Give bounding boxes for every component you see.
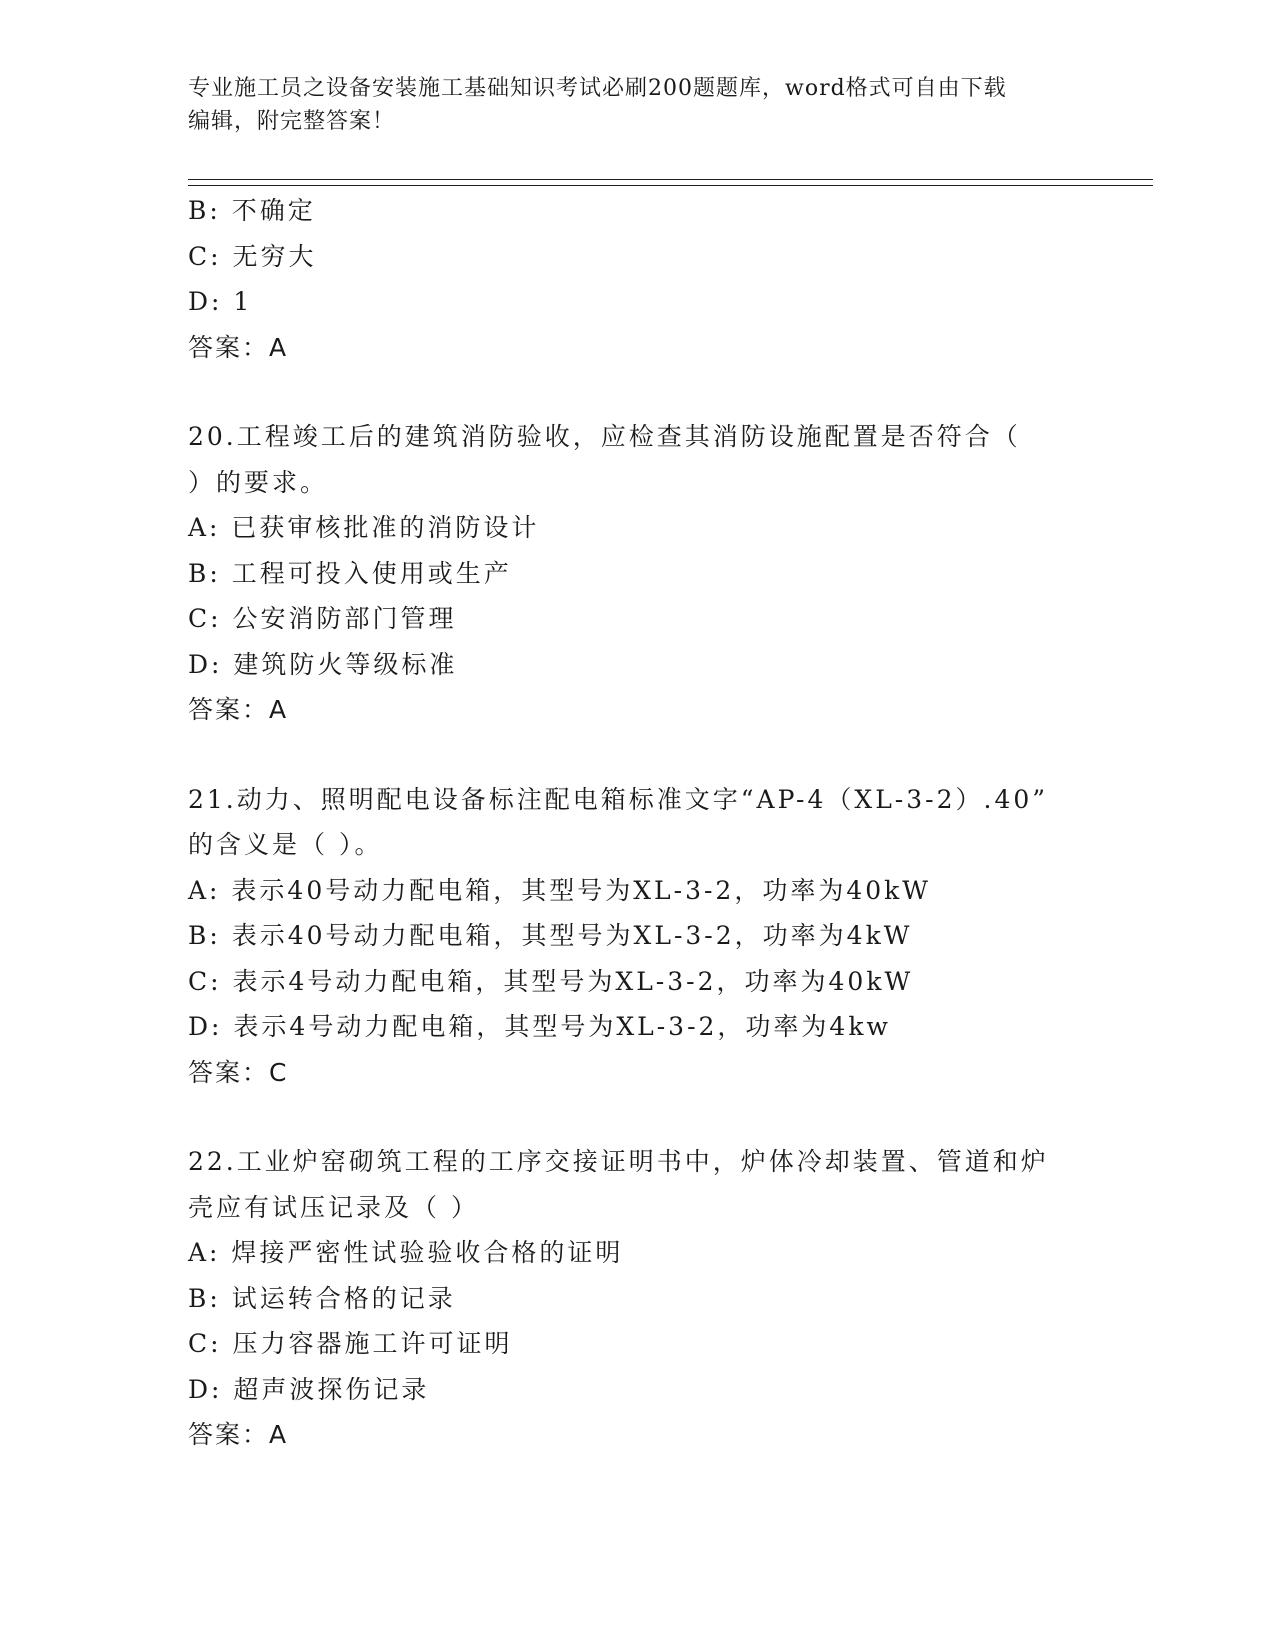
- option-b: B: 不确定: [188, 196, 316, 225]
- option-a: A: 已获审核批准的消防设计: [188, 513, 540, 542]
- question-21: [188, 777, 1088, 1096]
- question-22: [188, 1139, 1088, 1458]
- question-19-tail: [188, 188, 1088, 370]
- spacer: [188, 733, 1088, 777]
- option-a: A: 焊接严密性试验验收合格的证明: [188, 1238, 624, 1267]
- header-divider-bottom: [188, 185, 1153, 186]
- question-20: [188, 414, 1088, 733]
- header-divider-top: [188, 179, 1153, 180]
- question-text-line1: 22.工业炉窑砌筑工程的工序交接证明书中，炉体冷却装置、管道和炉: [188, 1147, 1049, 1176]
- option-b: B: 表示40号动力配电箱，其型号为XL-3-2，功率为4kW: [188, 921, 913, 950]
- question-text-line1: 21.动力、照明配电设备标注配电箱标准文字“AP-4（XL-3-2）.40”: [188, 784, 1049, 814]
- answer-line: 答案：A: [188, 695, 289, 724]
- page-header: [188, 72, 1088, 138]
- option-d: D: 超声波探伤记录: [188, 1374, 430, 1404]
- option-d: D: 表示4号动力配电箱，其型号为XL-3-2，功率为4kw: [188, 1012, 891, 1041]
- option-c: C: 无穷大: [188, 241, 317, 271]
- option-d: D: 1: [188, 287, 253, 316]
- question-text-line1: 20.工程竣工后的建筑消防验收，应检查其消防设施配置是否符合（: [188, 422, 1021, 451]
- option-d: D: 建筑防火等级标准: [188, 649, 458, 679]
- question-text-line2: ）的要求。: [188, 467, 329, 497]
- option-b: B: 工程可投入使用或生产: [188, 558, 512, 588]
- option-a: A: 表示40号动力配电箱，其型号为XL-3-2，功率为40kW: [188, 875, 931, 905]
- spacer: [188, 370, 1088, 414]
- header-title-line2: 编辑，附完整答案！: [188, 109, 396, 134]
- question-text-line2: 的含义是（ ）。: [188, 830, 383, 859]
- option-c: C: 表示4号动力配电箱，其型号为XL-3-2，功率为40kW: [188, 966, 914, 996]
- option-c: C: 压力容器施工许可证明: [188, 1329, 513, 1358]
- answer-line: 答案：A: [188, 332, 289, 362]
- document-body: [188, 188, 1088, 1458]
- option-c: C: 公安消防部门管理: [188, 604, 457, 633]
- header-title-line1: 专业施工员之设备安装施工基础知识考试必刷200题题库，word格式可自由下载: [188, 76, 1007, 101]
- answer-line: 答案：C: [188, 1057, 289, 1087]
- question-text-line2: 壳应有试压记录及（ ）: [188, 1192, 479, 1222]
- spacer: [188, 1095, 1088, 1139]
- option-b: B: 试运转合格的记录: [188, 1283, 456, 1313]
- answer-line: 答案：A: [188, 1420, 289, 1449]
